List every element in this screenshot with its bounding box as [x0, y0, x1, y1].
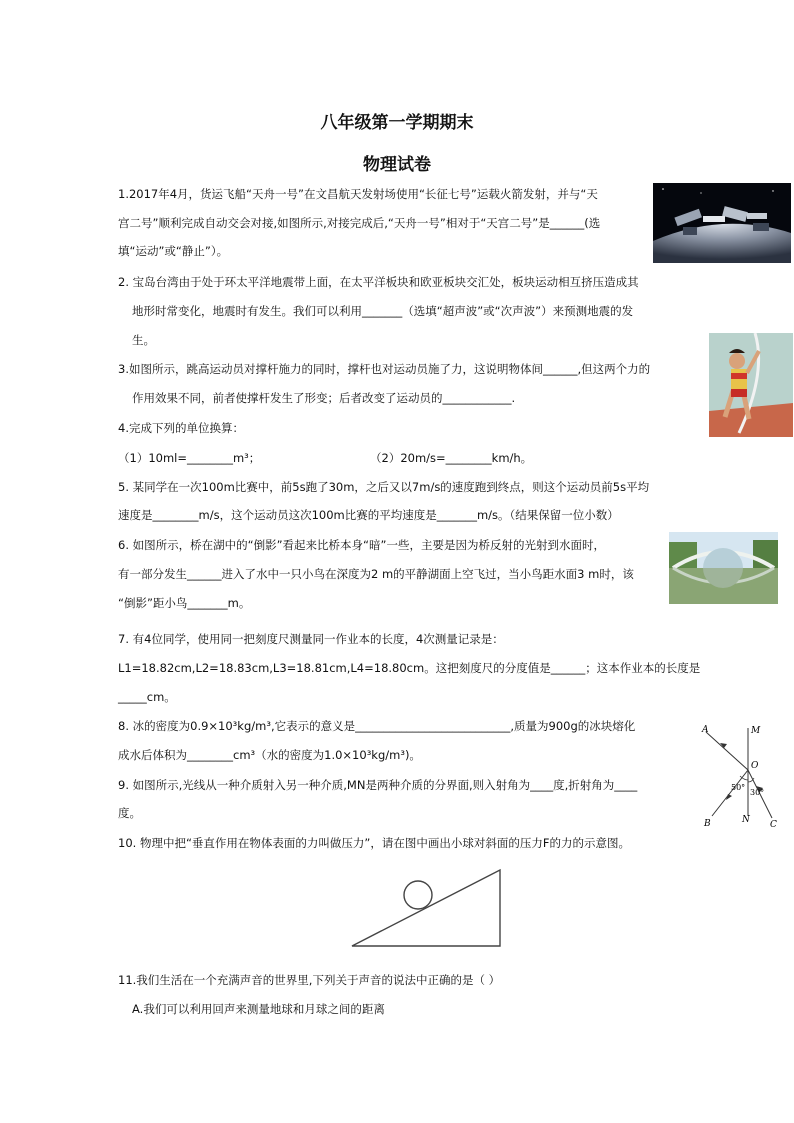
- page-subtitle: 物理试卷: [363, 155, 431, 175]
- question-11-option-a: A.我们可以利用回声来测量地球和月球之间的距离: [132, 1002, 385, 1016]
- question-3-line-1: 3.如图所示，跳高运动员对撑杆施力的同时，撑杆也对运动员施了力，这说明物体间______,但这两个力的: [118, 362, 651, 376]
- refraction-diagram: [698, 722, 782, 830]
- question-4-part-1: （1）10ml=________m³；: [118, 451, 261, 465]
- label-angle-30: 30°: [750, 788, 765, 797]
- question-6-line-1: 6. 如图所示，桥在湖中的“倒影”看起来比桥本身“暗”一些，主要是因为桥反射的光射到水面时，: [118, 538, 605, 552]
- question-8-line-2: 成水后体积为________cm³（水的密度为1.0×10³kg/m³)。: [118, 748, 421, 762]
- label-c: C: [770, 820, 777, 830]
- spacecraft-docking-image: [653, 183, 791, 263]
- label-a: A: [702, 725, 709, 735]
- question-2-line-3: 生。: [132, 333, 155, 347]
- pole-vaulter-image: [709, 333, 793, 437]
- label-angle-50: 50°: [731, 783, 746, 792]
- question-9-line-1: 9. 如图所示,光线从一种介质射入另一种介质,MN是两种介质的分界面,则入射角为____度,折射角为____: [118, 778, 638, 792]
- question-1-line-1: 1.2017年4月，货运飞船“天舟一号”在文昌航天发射场使用“长征七号”运载火箭发射，并与“天: [118, 187, 598, 201]
- question-11-stem: 11.我们生活在一个充满声音的世界里,下列关于声音的说法中正确的是（ ）: [118, 973, 501, 987]
- question-2-line-2: 地形时常变化，地震时有发生。我们可以利用_______（选填“超声波”或“次声波”）来预测地震的发: [132, 304, 634, 318]
- page-title: 八年级第一学期期末: [320, 113, 474, 133]
- question-7-line-3: _____cm。: [118, 690, 176, 704]
- label-m: M: [751, 726, 761, 736]
- bridge-reflection-image: [669, 532, 778, 604]
- question-4-stem: 4.完成下列的单位换算：: [118, 421, 244, 435]
- question-8-line-1: 8. 冰的密度为0.9×10³kg/m³,它表示的意义是___________________________,质量为900g的冰块熔化: [118, 719, 636, 733]
- incline-ball-diagram: [348, 866, 504, 950]
- label-o: O: [751, 761, 759, 771]
- question-7-line-1: 7. 有4位同学，使用同一把刻度尺测量同一作业本的长度，4次测量记录是：: [118, 632, 504, 646]
- question-1-line-3: 填“运动”或“静止”）。: [118, 244, 229, 258]
- question-3-line-2: 作用效果不同，前者使撑杆发生了形变；后者改变了运动员的____________.: [132, 391, 516, 405]
- label-b: B: [704, 819, 711, 829]
- question-7-line-2: L1=18.82cm,L2=18.83cm,L3=18.81cm,L4=18.80cm。这把刻度尺的分度值是______；这本作业本的长度是: [118, 661, 701, 675]
- question-6-line-3: “倒影”距小鸟_______m。: [118, 596, 251, 610]
- question-9-line-2: 度。: [118, 806, 141, 820]
- question-5-line-1: 5. 某同学在一次100m比赛中，前5s跑了30m，之后又以7m/s的速度跑到终点，则这个运动员前5s平均: [118, 480, 650, 494]
- question-2-line-1: 2. 宝岛台湾由于处于环太平洋地震带上面，在太平洋板块和欧亚板块交汇处，板块运动相互挤压造成其: [118, 275, 639, 289]
- label-n: N: [742, 815, 750, 825]
- question-5-line-2: 速度是________m/s，这个运动员这次100m比赛的平均速度是_______m/s。（结果保留一位小数）: [118, 508, 619, 522]
- question-10: 10. 物理中把“垂直作用在物体表面的力叫做压力”，请在图中画出小球对斜面的压力F的力的示意图。: [118, 836, 630, 850]
- question-1-line-2: 宫二号”顺利完成自动交会对接,如图所示,对接完成后,“天舟一号”相对于“天宫二号”是______(选: [118, 216, 601, 230]
- question-4-part-2: （2）20m/s=________km/h。: [370, 451, 533, 465]
- question-6-line-2: 有一部分发生______进入了水中一只小鸟在深度为2 m的平静湖面上空飞过，当小鸟距水面3 m时，该: [118, 567, 634, 581]
